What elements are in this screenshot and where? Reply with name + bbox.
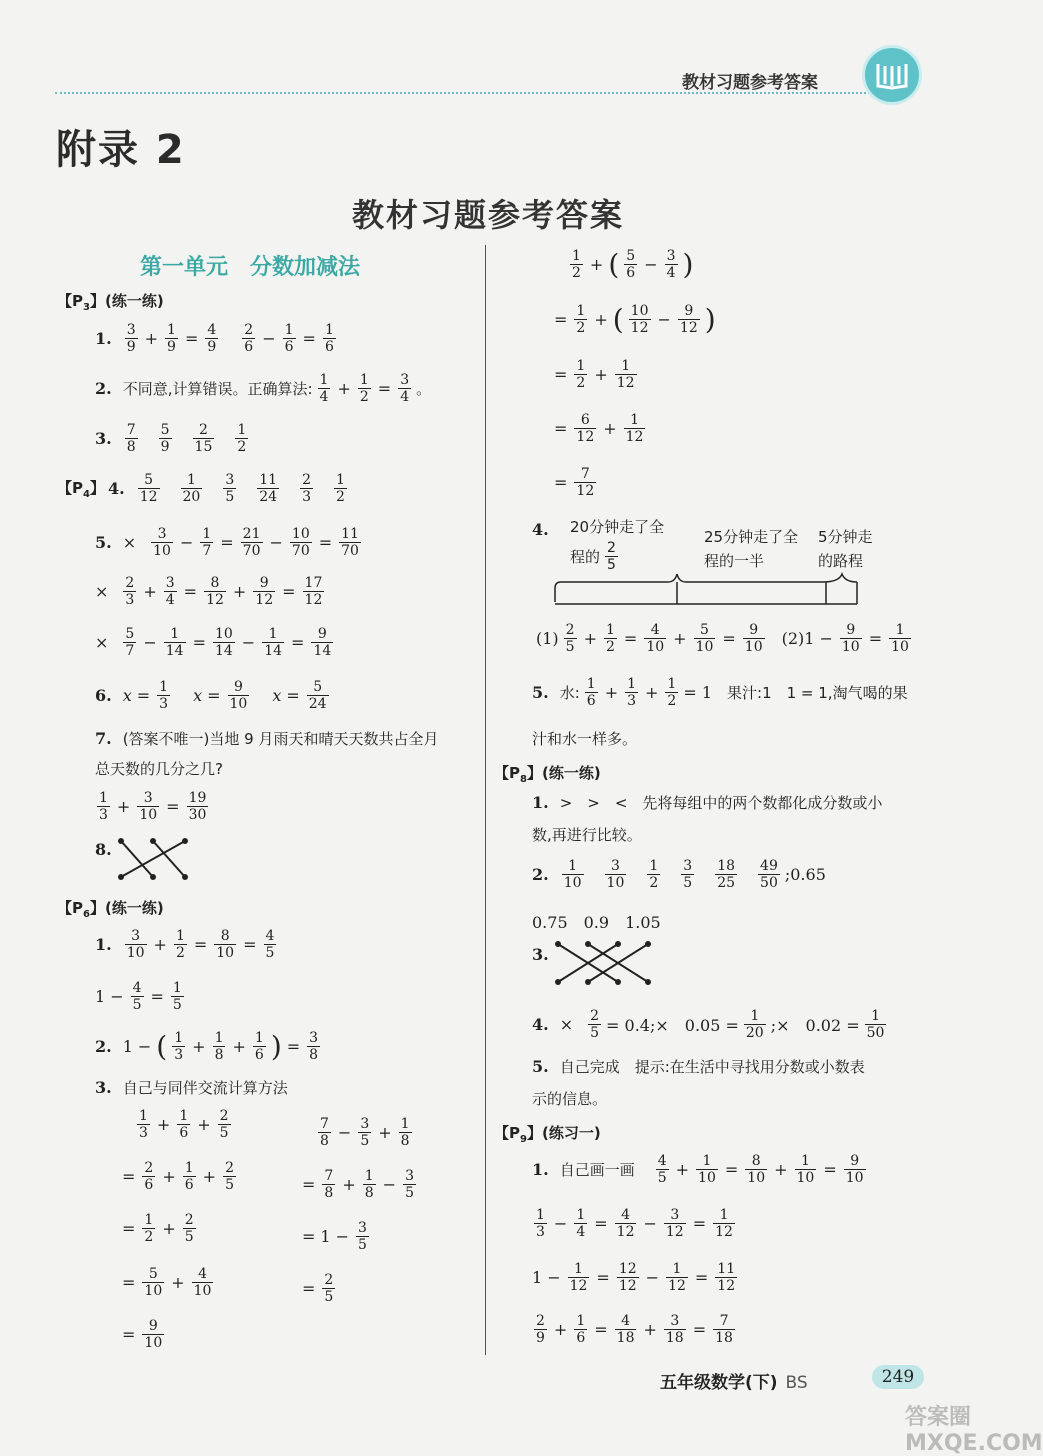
p8-q1-line1: 1. > > < 先将每组中的两个数都化成分数或小 bbox=[532, 793, 883, 812]
section-p4: 【$P_4$】 bbox=[57, 479, 105, 500]
q8-matching-diagram bbox=[115, 835, 195, 883]
page-title: 教材习题参考答案 bbox=[351, 196, 624, 234]
section-p8: 【$P_8$】(练一练) bbox=[494, 764, 601, 785]
p6-q3-colB-row4: = $\frac{2}{5}$ bbox=[302, 1272, 334, 1305]
p8-q2-line2: 0.75 0.9 1.05 bbox=[532, 913, 661, 932]
calc-row3: = $\frac{1}{2}$ + $\frac{1}{12}$ bbox=[554, 358, 635, 391]
q7-line1: 7. (答案不唯一)当地 9 月雨天和晴天天数共占全月 bbox=[95, 729, 439, 748]
p9-q1-line2: $\frac{1}{3}$ − $\frac{1}{4}$ = $\frac{4}{12}$ − $\frac{3}{12}$ = $\frac{1}{12}$ bbox=[536, 1207, 733, 1240]
p6-q3-colA-row2: = $\frac{2}{6}$ + $\frac{1}{6}$ + $\frac{2}{5}$ bbox=[122, 1160, 234, 1193]
r-q5-line2: 汁和水一样多。 bbox=[532, 730, 638, 748]
p6-q3-line: 3. 自己与同伴交流计算方法 bbox=[95, 1078, 288, 1097]
calc-row1: $\frac{1}{2}$ + ( $\frac{5}{6}$ − $\frac{3}{4}$ ) bbox=[572, 247, 694, 281]
q4-line: 【$P_4$】 4. $\frac{5}{12}$ $\frac{1}{20}$ $\frac{3}{5}$ $\frac{11}{24}$ $\frac{2}{3}$ $\frac{1}{2}$ bbox=[57, 472, 345, 505]
section-p9: 【$P_9$】(练习一) bbox=[494, 1124, 601, 1145]
p9-q1-line4: $\frac{2}{9}$ + $\frac{1}{6}$ = $\frac{4}{18}$ + $\frac{3}{18}$ = $\frac{7}{18}$ bbox=[536, 1313, 733, 1346]
segment1-label-line2: 程的 $\frac{2}{5}$ bbox=[570, 540, 616, 573]
p6-q3-colA-row1: $\frac{1}{3}$ + $\frac{1}{6}$ + $\frac{2}{5}$ bbox=[139, 1108, 229, 1141]
q2-line: 2. 不同意,计算错误。正确算法: $\frac{1}{4}$ + $\frac{1}{2}$ = $\frac{3}{4}$ 。 bbox=[95, 372, 432, 405]
r-q5-line1: 5. 水: $\frac{1}{6}$ + $\frac{1}{3}$ + $\frac{1}{2}$ = 1 果汁:1 1 = 1,淘气喝的果 bbox=[532, 676, 908, 709]
p6-q3-colB-row2: = $\frac{7}{8}$ + $\frac{1}{8}$ − $\frac{3}{5}$ bbox=[302, 1168, 414, 1201]
p6-q3-colA-row3: = $\frac{1}{2}$ + $\frac{2}{5}$ bbox=[122, 1212, 194, 1245]
unit-title: 第一单元 分数加减法 bbox=[140, 255, 361, 280]
p6-q3-colB-row3: = 1 − $\frac{3}{5}$ bbox=[302, 1220, 367, 1253]
column-divider bbox=[485, 245, 486, 1355]
q7-eq: $\frac{1}{3}$ + $\frac{3}{10}$ = $\frac{19}{30}$ bbox=[99, 790, 207, 823]
q5-row3: × $\frac{5}{7}$ − $\frac{1}{14}$ = $\frac{10}{14}$ − $\frac{1}{14}$ = $\frac{9}{14}$ bbox=[95, 626, 332, 659]
p6-q3-colA-row4: = $\frac{5}{10}$ + $\frac{4}{10}$ bbox=[122, 1266, 212, 1299]
q3-line: 3. $\frac{7}{8}$ $\frac{5}{9}$ $\frac{2}{15}$ $\frac{1}{2}$ bbox=[95, 422, 247, 455]
calc-row2: = $\frac{1}{2}$ + ( $\frac{10}{12}$ − $\frac{9}{12}$ ) bbox=[554, 302, 716, 336]
segment2-label-line1: 25分钟走了全 bbox=[704, 528, 799, 546]
p8-q2-line1: 2. $\frac{1}{10}$ $\frac{3}{10}$ $\frac{1}{2}$ $\frac{3}{5}$ $\frac{18}{25}$ $\frac{49}{50}$ ;0.65 bbox=[532, 858, 826, 891]
r-q4-num: 4. bbox=[532, 520, 549, 539]
section-p3: 【$P_3$】(练一练) bbox=[57, 292, 164, 313]
r-q4-eq: (1) $\frac{2}{5}$ + $\frac{1}{2}$ = $\frac{4}{10}$ + $\frac{5}{10}$ = $\frac{9}{10}$ (2)1 − $\frac{9}{10}$ = $\frac{1}{10}$ bbox=[536, 622, 909, 655]
p8-q1-line2: 数,再进行比较。 bbox=[532, 826, 642, 844]
segment3-label-line2: 的路程 bbox=[818, 552, 864, 570]
q5-row2: × $\frac{2}{3}$ + $\frac{3}{4}$ = $\frac{8}{12}$ + $\frac{9}{12}$ = $\frac{17}{12}$ bbox=[95, 575, 323, 608]
q1-line: 1. $\frac{3}{9}$ + $\frac{1}{9}$ = $\frac{4}{9}$ $\frac{2}{6}$ − $\frac{1}{6}$ = $\frac{1}{6}$ bbox=[95, 322, 334, 355]
section-p6: 【$P_6$】(练一练) bbox=[57, 899, 164, 920]
page-number: 249 bbox=[872, 1365, 924, 1389]
q8-line: 8. bbox=[95, 840, 112, 859]
p8-q3-line: 3. bbox=[532, 945, 549, 964]
distance-bracket-diagram bbox=[553, 572, 861, 608]
q6-line: 6. x = $\frac{1}{3}$ x = $\frac{9}{10}$ x = $\frac{5}{24}$ bbox=[95, 679, 327, 712]
p8-q3-matching-diagram bbox=[552, 938, 658, 988]
q5-row1: 5. × $\frac{3}{10}$ − $\frac{1}{7}$ = $\frac{21}{70}$ − $\frac{10}{70}$ = $\frac{11}{70}$ bbox=[95, 526, 359, 559]
footer-grade: 五年级数学(下) BS bbox=[660, 1373, 808, 1393]
q7-line2: 总天数的几分之几? bbox=[95, 760, 223, 778]
p6-q3-colA-row5: = $\frac{9}{10}$ bbox=[122, 1318, 163, 1351]
appendix-label: 附录 2 bbox=[56, 127, 186, 173]
segment3-label-line1: 5分钟走 bbox=[818, 528, 873, 546]
p9-q1-line1: 1. 自己画一画 $\frac{4}{5}$ + $\frac{1}{10}$ = $\frac{8}{10}$ + $\frac{1}{10}$ = $\frac{9}{10}$ bbox=[532, 1153, 864, 1186]
p6-q1-line2: 1 − $\frac{4}{5}$ = $\frac{1}{5}$ bbox=[95, 980, 182, 1013]
p8-q5-line2: 示的信息。 bbox=[532, 1090, 608, 1108]
watermark: 答案圈 MXQE.COM bbox=[905, 1405, 1043, 1456]
p6-q1-line1: 1. $\frac{3}{10}$ + $\frac{1}{2}$ = $\frac{8}{10}$ = $\frac{4}{5}$ bbox=[95, 928, 275, 961]
p6-q2-line: 2. 1 − ( $\frac{1}{3}$ + $\frac{1}{8}$ + $\frac{1}{6}$ ) = $\frac{3}{8}$ bbox=[95, 1029, 319, 1063]
p8-q5-line1: 5. 自己完成 提示:在生活中寻找用分数或小数表 bbox=[532, 1057, 865, 1076]
p9-q1-line3: 1 − $\frac{1}{12}$ = $\frac{12}{12}$ − $\frac{1}{12}$ = $\frac{11}{12}$ bbox=[532, 1261, 736, 1294]
calc-row4: = $\frac{6}{12}$ + $\frac{1}{12}$ bbox=[554, 412, 644, 445]
book-icon bbox=[862, 45, 922, 105]
segment1-label-line1: 20分钟走了全 bbox=[570, 518, 665, 536]
header-title: 教材习题参考答案 bbox=[682, 73, 818, 93]
p8-q4-line: 4. × $\frac{2}{5}$ = 0.4;× 0.05 = $\frac{1}{20}$ ;× 0.02 = $\frac{1}{50}$ bbox=[532, 1008, 885, 1041]
calc-row5: = $\frac{7}{12}$ bbox=[554, 466, 595, 499]
segment2-label-line2: 程的一半 bbox=[704, 552, 765, 570]
p6-q3-colB-row1: $\frac{7}{8}$ − $\frac{3}{5}$ + $\frac{1}{8}$ bbox=[320, 1116, 410, 1149]
